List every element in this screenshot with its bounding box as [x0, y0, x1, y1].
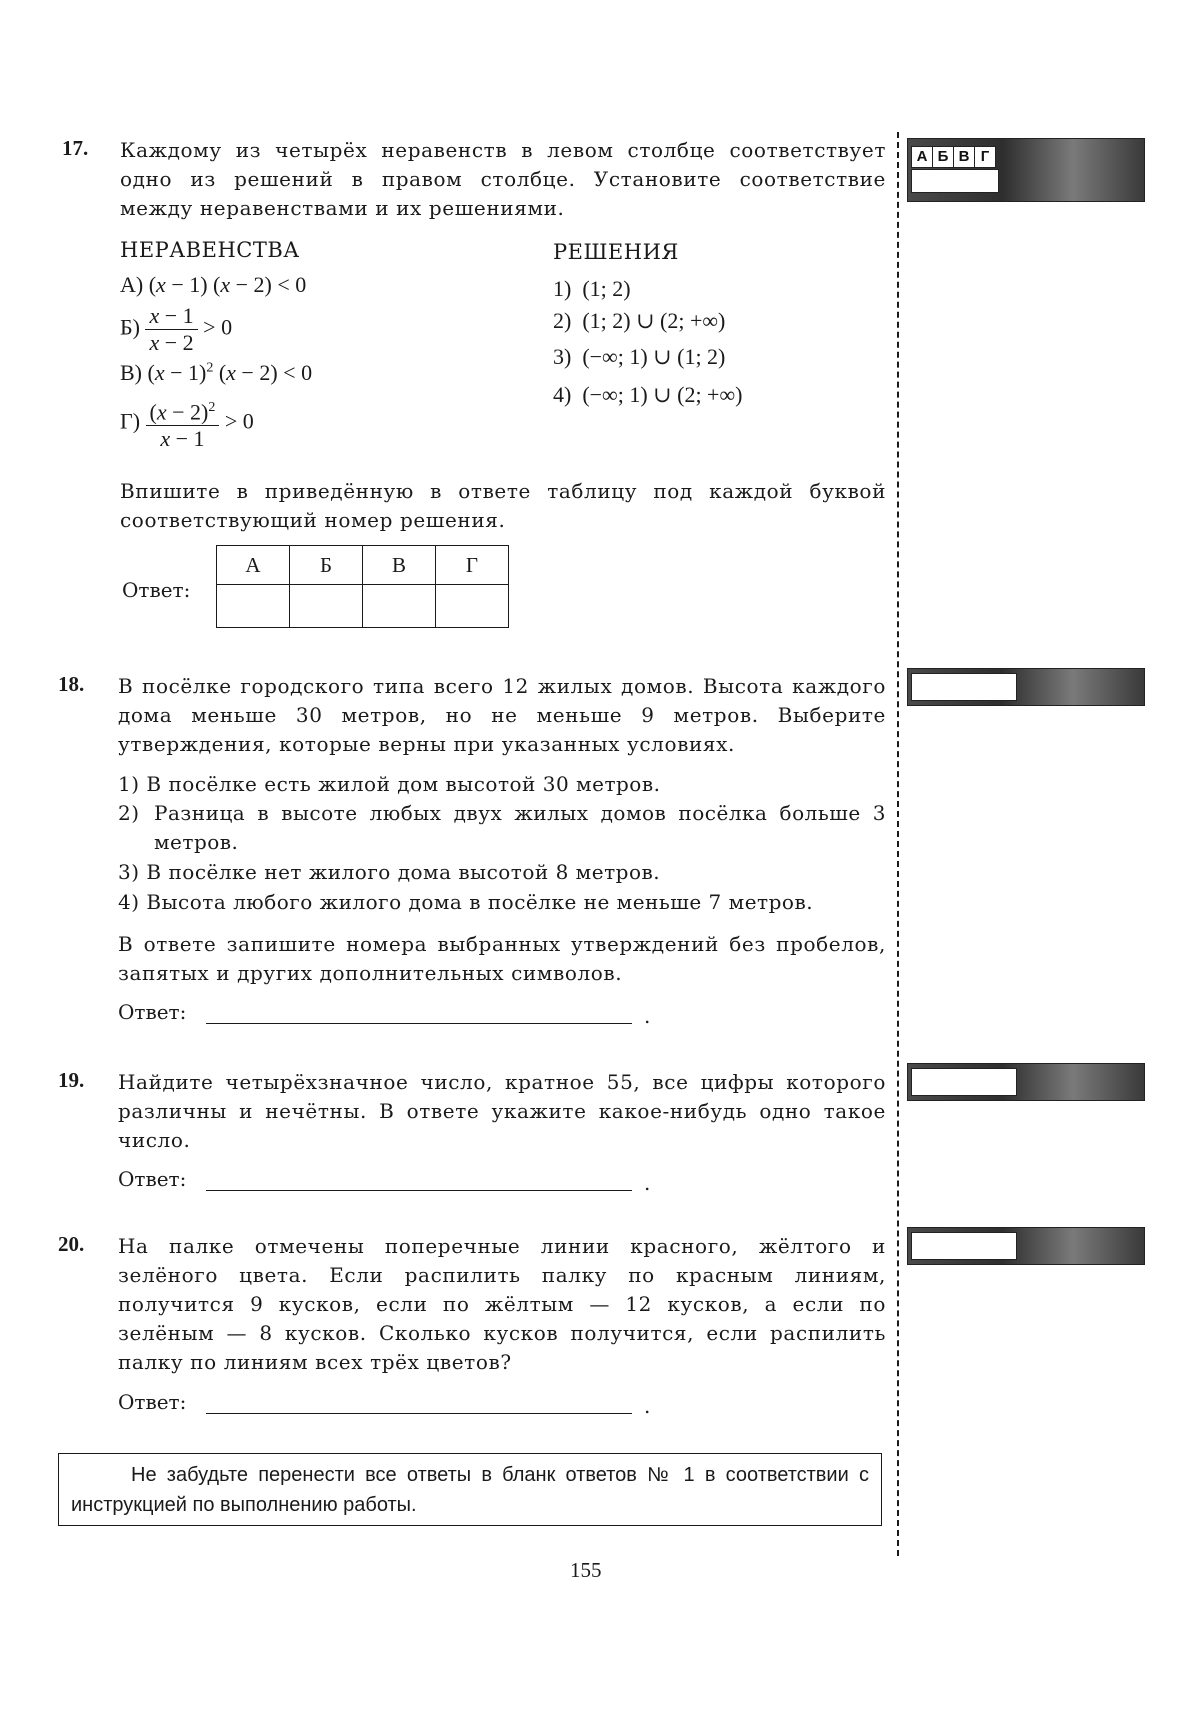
- task-18-answer-line[interactable]: [206, 1023, 632, 1024]
- task-19-side-box: [907, 1063, 1145, 1101]
- task-20-side-box: [907, 1227, 1145, 1265]
- task-18-option-4: 4) Высота любого жилого дома в посёлке не меньше 7 метров.: [118, 890, 814, 914]
- answer-cell-g[interactable]: [436, 585, 509, 628]
- inequality-g-label: Г): [120, 408, 141, 434]
- task-17-number: 17.: [62, 136, 89, 160]
- side-letter-g: Г: [975, 147, 995, 167]
- task-20-number: 20.: [58, 1232, 85, 1256]
- task-17-answer-table: [216, 545, 509, 628]
- task-18-number: 18.: [58, 672, 85, 696]
- answer-header-b: Б: [290, 546, 363, 585]
- solutions-header: РЕШЕНИЯ: [553, 240, 679, 264]
- answer-cell-b[interactable]: [290, 585, 363, 628]
- transfer-notice-text: Не забудьте перенести все ответы в бланк ответов № 1 в соответствии с инструкцией по выполнению работы.: [71, 1464, 869, 1516]
- solution-4: 4) (−∞; 1) ∪ (2; +∞): [553, 382, 743, 407]
- side-letter-v: В: [954, 147, 975, 167]
- inequality-v: В) $(x - 1)^2$ (x − 2) < 0: [120, 360, 313, 385]
- solution-1: 1) (1; 2): [553, 276, 631, 301]
- answer-header-a: А: [217, 546, 290, 585]
- task-17-text: Каждому из четырёх неравенств в левом столбце соответствует одно из решений в правом столбце. Установите соответствие между неравенствами и их решениями.: [120, 138, 886, 220]
- task-18-option-1: 1) В посёлке есть жилой дом высотой 30 метров.: [118, 772, 661, 796]
- inequality-b: Б) $\frac{x - 1}{x - 2}$ > 0: [120, 303, 233, 355]
- task-19-side-slot[interactable]: [911, 1068, 1017, 1096]
- task-17-instruction: Впишите в приведённую в ответе таблицу под каждой буквой соответствующий номер решения.: [120, 479, 886, 532]
- inequality-a: А) (x − 1) (x − 2) < 0: [120, 272, 307, 297]
- side-answer-cells[interactable]: [911, 169, 999, 193]
- task-19-text: Найдите четырёхзначное число, кратное 55, все цифры которого различны и нечётны. В ответе укажите какое-нибудь одно такое число.: [118, 1070, 886, 1152]
- task-18-side-box: [907, 668, 1145, 706]
- inequality-g: Г) $\frac{(x - 2)^2}{x - 1}$ > 0: [120, 395, 254, 452]
- task-19-answer-end: .: [644, 1171, 651, 1195]
- inequality-a-label: А): [120, 272, 144, 297]
- task-18-option-2: 2) Разница в высоте любых двух жилых домов посёлка больше 3 метров.: [118, 801, 886, 854]
- task-18-side-slot[interactable]: [911, 673, 1017, 701]
- task-18-text: В посёлке городского типа всего 12 жилых домов. Высота каждого дома меньше 30 метров, но не меньше 9 метров. Выберите утверждения, которые верны при указанных условиях.: [118, 674, 886, 756]
- side-letters: [911, 146, 996, 168]
- task-19-number: 19.: [58, 1068, 85, 1092]
- inequality-v-label: В): [120, 360, 142, 385]
- answer-cell-a[interactable]: [217, 585, 290, 628]
- cut-line: [897, 132, 899, 1556]
- task-20-answer-label: Ответ:: [118, 1390, 187, 1414]
- page-number: 155: [570, 1558, 602, 1582]
- inequality-b-label: Б): [120, 314, 140, 340]
- side-letter-a: А: [912, 147, 933, 167]
- task-20-answer-end: .: [644, 1394, 651, 1418]
- task-18-answer-end: .: [644, 1004, 651, 1028]
- task-18-option-3: 3) В посёлке нет жилого дома высотой 8 метров.: [118, 860, 661, 884]
- answer-header-v: В: [363, 546, 436, 585]
- task-17-answer-label: Ответ:: [122, 578, 191, 602]
- solution-2: 2) (1; 2) ∪ (2; +∞): [553, 308, 726, 333]
- solution-3: 3) (−∞; 1) ∪ (1; 2): [553, 344, 726, 369]
- inequalities-header: НЕРАВЕНСТВА: [120, 238, 300, 262]
- task-20-text: На палке отмечены поперечные линии красного, жёлтого и зелёного цвета. Если распилить палку по красным линиям, получится 9 кусков, если по жёлтым — 12 кусков, а если по зелёным — 8 кусков. Сколько кусков получится, если распилить палку по линиям всех трёх цветов?: [118, 1234, 886, 1374]
- transfer-notice: [58, 1453, 882, 1526]
- task-19-answer-label: Ответ:: [118, 1167, 187, 1191]
- answer-header-g: Г: [436, 546, 509, 585]
- task-19-answer-line[interactable]: [206, 1190, 632, 1191]
- side-letter-b: Б: [933, 147, 954, 167]
- task-18-answer-label: Ответ:: [118, 1000, 187, 1024]
- answer-cell-v[interactable]: [363, 585, 436, 628]
- task-20-answer-line[interactable]: [206, 1413, 632, 1414]
- task-20-side-slot[interactable]: [911, 1232, 1017, 1260]
- task-18-instruction: В ответе запишите номера выбранных утверждений без пробелов, запятых и других дополнительных символов.: [118, 932, 886, 985]
- task-17-side-box: [907, 138, 1145, 202]
